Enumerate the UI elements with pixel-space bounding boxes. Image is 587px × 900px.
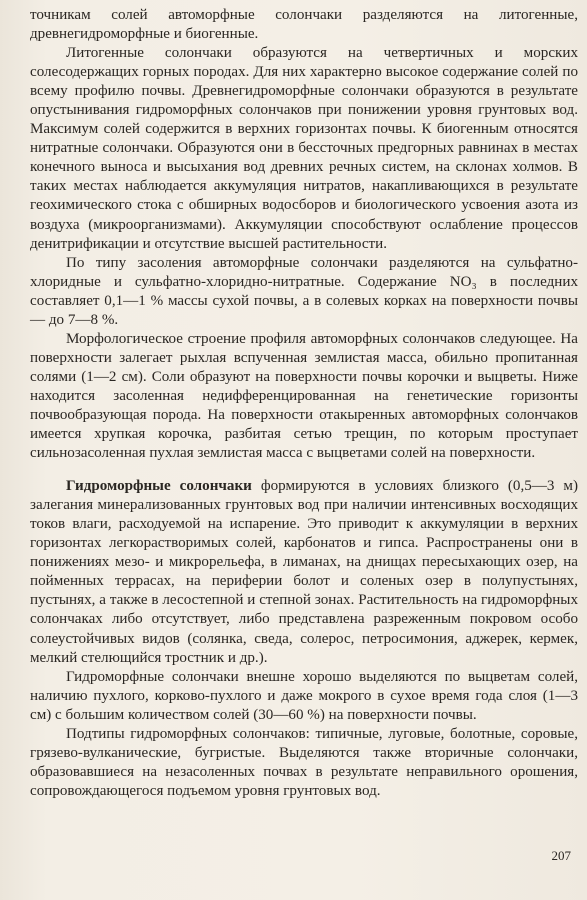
paragraph-hydromorphic-text: формируются в условиях близкого (0,5—3 м) залегания минерализованных грунтовых вод при наличии интенсивных восходящих токов влаги, расходуемой на испарение. Это приводит к аккумуляции в верхних горизонтах легкорастворимых солей, карбонатов и гипса. Распространены они в понижениях мезо- и микрорельефа, в лиманах, на днищах пересыхающих озер, на пойменных террасах, на периферии болот и соленых озер в полупустынях, пустынях, а также в лесостепной и степной зонах. Растительность на гидроморфных солончаках либо отсутствует, либо представлена разреженным покровом особо солеустойчивых видов (солянка, сведа, солерос, петросимония, аджерек, кермек, мелкий стелющийся тростник и др.). <box>30 478 578 666</box>
paragraph-salinity-type: По типу засоления автоморфные солончаки разделяются на сульфатно-хлоридные и сульфатно-хлоридно-нитратные. Содержание NO₃ в последних составляет 0,1—1 % массы сухой почвы, а в солевых корках на поверхности почвы — до 7—8 %. <box>30 254 578 328</box>
paragraph-hydromorphic <box>30 477 578 667</box>
body-text <box>30 6 578 801</box>
paragraph-morphology: Морфологическое строение профиля автоморфных солончаков следующее. На поверхности залегает рыхлая вспученная землистая масса, обильно пропитанная солями (1—2 см). Соли образуют на поверхности почвы корочки и выцветы. Ниже находится засоленная недифференцированная на генетические горизонты почвообразующая порода. На поверхности отакыренных автоморфных солончаков имеется хрупкая корочка, разбитая сетью трещин, по которым проступает сильнозасоленная пухлая землистая масса с выцветами солей на поверхности. <box>30 330 578 462</box>
paragraph-subtypes: Подтипы гидроморфных солончаков: типичные, луговые, болотные, соровые, грязево-вулканические, бугристые. Выделяются также вторичные солончаки, образовавшиеся на незасоленных почвах в результате неправильного орошения, сопровождающегося подъемом уровня грунтовых вод. <box>30 725 578 799</box>
term-hydromorphic-solonchaks: Гидроморфные солончаки <box>66 478 252 495</box>
paragraph-lithogenic: Литогенные солончаки образуются на четвертичных и морских солесодержащих горных породах. Для них характерно высокое содержание солей по всему профилю почвы. Древнегидроморфные солончаки образуются в результате опустынивания гидроморфных солончаков при понижении уровня грунтовых вод. Максимум солей содержится в верхних горизонтах почвы. К биогенным относятся нитратные солончаки. Образуются они в бессточных предгорных равнинах в местах конечного выноса и высыхания вод древних речных систем, на склонах холмов. В таких местах наблюдается аккумуляция нитратов, накапливающихся в результате геохимического стока с обширных водосборов и биологического усвоения азота из воздуха (микроорганизмами). Аккумуляции способствуют ослабление процессов денитрификации и отсутствие высшей растительности. <box>30 45 578 252</box>
paragraph-continuation: точникам солей автоморфные солончаки разделяются на литогенные, древнегидроморфные и биогенные. <box>30 7 578 43</box>
paragraph-hydromorphic-appearance: Гидроморфные солончаки внешне хорошо выделяются по выцветам солей, наличию пухлого, корково-пухлого и даже мокрого в сухое время года слоя (1—3 см) с большим количеством солей (30—60 %) на поверхности почвы. <box>30 668 578 723</box>
page-number: 207 <box>551 848 571 863</box>
